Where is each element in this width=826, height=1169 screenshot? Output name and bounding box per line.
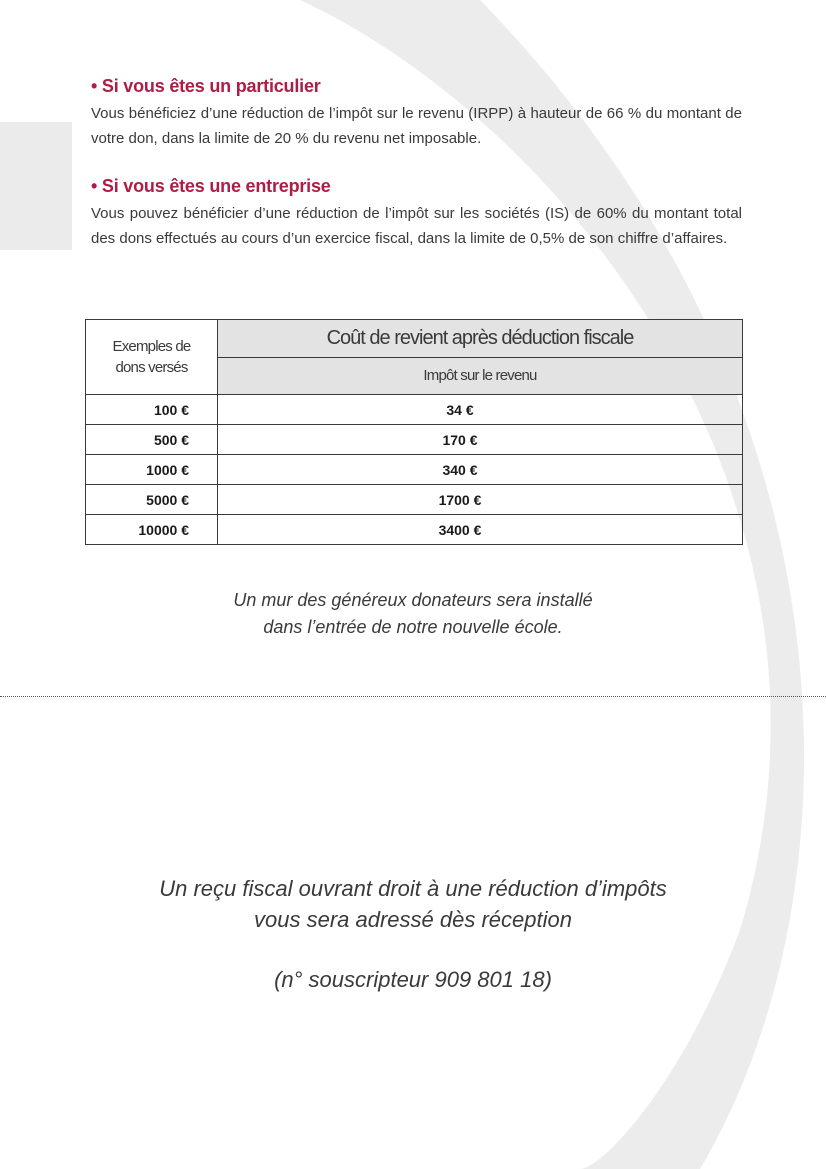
subscriber-number: (n° souscripteur 909 801 18): [274, 967, 552, 992]
entreprise-text: Vous pouvez bénéficier d’une réduction de l’impôt sur les sociétés (IS) de 60% du montant total des dons effectués au cours d’un exercice fiscal, dans la limite de 0,5% de son chiffre d’affaires.: [91, 205, 742, 247]
donation-amount: 10000 €: [86, 515, 218, 545]
net-cost: 170 €: [218, 425, 743, 455]
donor-wall-line1: Un mur des généreux donateurs sera installé: [233, 590, 593, 610]
table-row: [86, 485, 743, 515]
table-row: [86, 395, 743, 425]
donation-amount: 500 €: [86, 425, 218, 455]
donation-amount: 5000 €: [86, 485, 218, 515]
tax-deduction-table: [85, 319, 743, 545]
entreprise-heading: • Si vous êtes une entreprise: [91, 176, 331, 196]
particulier-heading: • Si vous êtes un particulier: [91, 76, 321, 96]
particulier-text: Vous bénéficiez d’une réduction de l’impôt sur le revenu (IRPP) à hauteur de 66 % du montant de votre don, dans la limite de 20 % du revenu net imposable.: [91, 105, 742, 147]
cost-header: Coût de revient après déduction fiscale: [218, 320, 743, 358]
examples-header: [86, 320, 218, 395]
net-cost: 340 €: [218, 455, 743, 485]
donor-wall-note: [0, 587, 826, 641]
examples-header-line2: dons versés: [115, 359, 188, 376]
examples-header-line1: Exemples de: [112, 338, 191, 355]
donor-wall-line2: dans l’entrée de notre nouvelle école.: [263, 617, 563, 637]
income-tax-subheader: Impôt sur le revenu: [218, 357, 743, 395]
net-cost: 34 €: [218, 395, 743, 425]
net-cost: 3400 €: [218, 515, 743, 545]
donation-amount: 100 €: [86, 395, 218, 425]
table-row: [86, 425, 743, 455]
tax-receipt-note: [0, 873, 826, 935]
dotted-divider: [0, 696, 826, 697]
net-cost: 1700 €: [218, 485, 743, 515]
donation-amount: 1000 €: [86, 455, 218, 485]
table-row: [86, 515, 743, 545]
tax-receipt-line1: Un reçu fiscal ouvrant droit à une réduction d’impôts: [159, 876, 667, 901]
tax-receipt-line2: vous sera adressé dès réception: [254, 907, 572, 932]
table-row: [86, 455, 743, 485]
